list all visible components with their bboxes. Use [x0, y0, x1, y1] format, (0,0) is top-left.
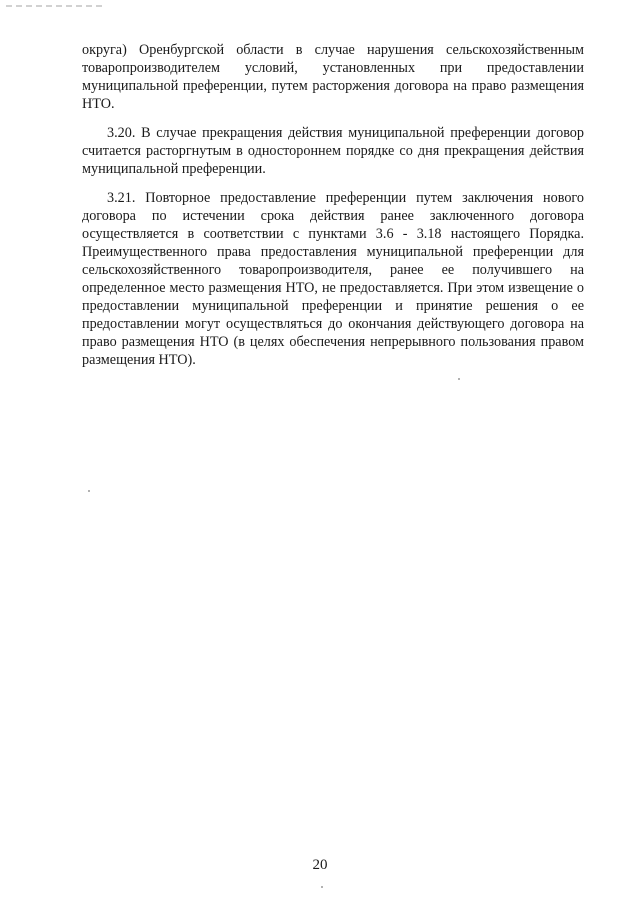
paragraph-text: 3.20. В случае прекращения действия муниципальной преференции договор считается расторгнутым в одностороннем порядке со дня прекращения действия муниципальной преференции.: [82, 125, 584, 177]
paragraph-3-20: [82, 124, 584, 178]
paragraph-text: округа) Оренбургской области в случае нарушения сельскохозяйственным товаропроизводителем условий, установленных при предоставлении муниципальной преференции, путем расторжения договора на право размещения НТО.: [82, 42, 584, 112]
paragraph-text: 3.21. Повторное предоставление преференции путем заключения нового договора по истечении срока действия ранее заключенного договора осуществляется в соответствии с пунктами 3.6 - 3.18 настоящего Порядка. Преимущественного права предоставления муниципальной преференции для сельскохозяйственного товаропроизводителя, ранее ее получившего на определенное место размещения НТО, не предоставляется. При этом извещение о предоставлении муниципальной преференции и принятие решения о ее предоставлении могут осуществляться до окончания действующего договора на право размещения НТО (в целях обеспечения непрерывного пользования правом размещения НТО).: [82, 190, 584, 368]
paragraph-continued: [82, 41, 584, 113]
page-number: 20: [312, 857, 328, 873]
scan-speck: [88, 490, 90, 492]
scan-artifact: [6, 5, 102, 7]
paragraph-3-21: [82, 189, 584, 369]
scan-speck: [321, 886, 323, 888]
scan-speck: [458, 378, 460, 380]
